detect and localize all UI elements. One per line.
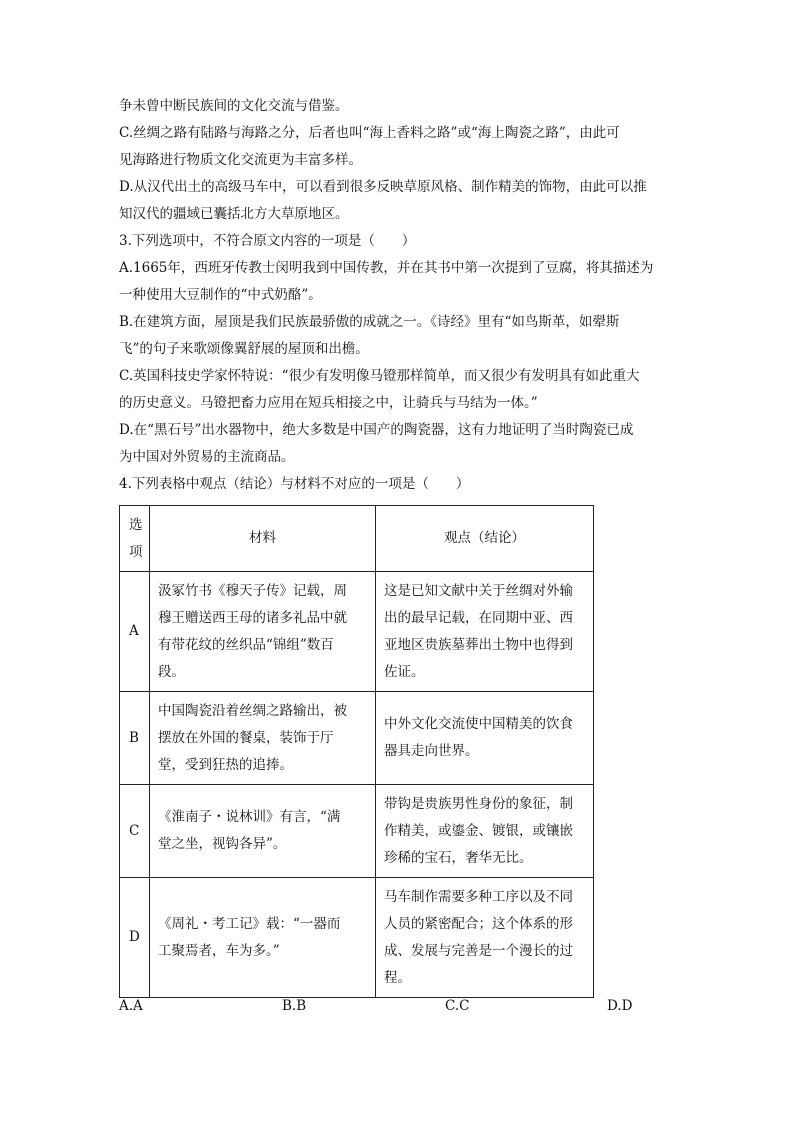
- choice-d[interactable]: D.D: [607, 998, 633, 1014]
- cell-line: 程。: [384, 969, 411, 986]
- cell-line: 段。: [158, 663, 185, 680]
- comparison-table: [119, 505, 594, 998]
- cell-line: 堂之坐，视钩各异”。: [158, 836, 287, 852]
- option-cell: A: [120, 572, 150, 692]
- question-3-stem: 3.下列选项中，不符合原文内容的一项是（ ）: [119, 233, 416, 249]
- cell-line: 《淮南子・说林训》有言，“满: [158, 809, 341, 825]
- cell-line: 中国陶瓷沿着丝绸之路输出，被: [158, 702, 347, 719]
- table-row: [120, 878, 594, 998]
- cell-line: 出的最早记载，在同期中亚、西: [384, 609, 573, 626]
- material-cell: [150, 692, 376, 785]
- header-material-cell: 材料: [150, 506, 376, 572]
- cell-line: 《周礼・考工记》载：“一器而: [158, 915, 341, 932]
- text-line: D.从汉代出土的高级马车中，可以看到很多反映草原风格、制作精美的饰物，由此可以推: [119, 179, 647, 195]
- cell-line: 工聚焉者，车为多。”: [158, 942, 280, 959]
- choice-c[interactable]: C.C: [445, 998, 470, 1014]
- view-cell: [376, 785, 594, 878]
- material-cell: [150, 785, 376, 878]
- header-option-line: 项: [129, 543, 143, 560]
- material-cell: [150, 878, 376, 998]
- cell-line: 作精美，或鎏金、镀银，或镶嵌: [384, 822, 573, 839]
- text-line: B.在建筑方面，屋顶是我们民族最骄傲的成就之一。《诗经》里有“如鸟斯革，如翚斯: [119, 314, 620, 330]
- cell-line: 器具走向世界。: [384, 743, 479, 759]
- header-view-cell: 观点（结论）: [376, 506, 594, 572]
- table-header-row: [120, 506, 594, 572]
- option-cell: D: [120, 878, 150, 998]
- table-row: [120, 692, 594, 785]
- cell-line: 人员的紧密配合；这个体系的形: [384, 915, 573, 932]
- text-line: 见海路进行物质文化交流更为丰富多样。: [119, 152, 362, 168]
- cell-line: 珍稀的宝石，奢华无比。: [384, 849, 533, 866]
- cell-line: 汲冢竹书《穆天子传》记载，周: [158, 582, 347, 599]
- cell-line: 堂，受到狂热的追捧。: [158, 756, 293, 773]
- text-line: C.丝绸之路有陆路与海路之分，后者也叫“海上香料之路”或“海上陶瓷之路”，由此可: [119, 125, 620, 141]
- text-line: 知汉代的疆域已囊括北方大草原地区。: [119, 206, 349, 222]
- view-cell: [376, 692, 594, 785]
- cell-line: 中外文化交流使中国精美的饮食: [384, 716, 573, 732]
- text-line: 争未曾中断民族间的文化交流与借鉴。: [119, 98, 349, 114]
- table-row: [120, 785, 594, 878]
- header-option-cell: [120, 506, 150, 572]
- cell-line: 这是已知文献中关于丝绸对外输: [384, 582, 573, 599]
- cell-line: 穆王赠送西王母的诸多礼品中就: [158, 609, 347, 626]
- text-line: A.1665年，西班牙传教士闵明我到中国传教，并在其书中第一次提到了豆腐，将其描述为: [119, 260, 654, 276]
- option-cell: B: [120, 692, 150, 785]
- cell-line: 有带花纹的丝织品“锦组”数百: [158, 636, 334, 653]
- text-line: 为中国对外贸易的主流商品。: [119, 449, 295, 465]
- view-cell: [376, 878, 594, 998]
- cell-line: 马车制作需要多种工序以及不同: [384, 888, 573, 905]
- table-row: [120, 572, 594, 692]
- cell-line: 带钩是贵族男性身份的象征，制: [384, 795, 573, 812]
- text-line: 的历史意义。马镫把畜力应用在短兵相接之中，让骑兵与马结为一体。”: [119, 395, 538, 411]
- choice-a[interactable]: A.A: [119, 998, 143, 1014]
- text-line: D.在“黑石号”出水器物中，绝大多数是中国产的陶瓷器，这有力地证明了当时陶瓷已成: [119, 422, 634, 438]
- cell-line: 摆放在外国的餐桌，装饰于厅: [158, 729, 334, 746]
- material-cell: [150, 572, 376, 692]
- header-option-line: 选: [129, 516, 143, 533]
- text-line: 一种使用大豆制作的“中式奶酪”。: [119, 287, 322, 303]
- choice-b[interactable]: B.B: [282, 998, 307, 1014]
- text-line: C.英国科技史学家怀特说：“很少有发明像马镫那样简单，而又很少有发明具有如此重大: [119, 368, 640, 384]
- option-cell: C: [120, 785, 150, 878]
- question-4-stem: 4.下列表格中观点（结论）与材料不对应的一项是（ ）: [119, 476, 470, 492]
- text-line: 飞”的句子来歌颂像翼舒展的屋顶和出檐。: [119, 341, 369, 357]
- cell-line: 亚地区贵族墓葬出土物中也得到: [384, 636, 573, 653]
- cell-line: 成、发展与完善是一个漫长的过: [384, 942, 573, 959]
- cell-line: 佐证。: [384, 663, 425, 680]
- view-cell: [376, 572, 594, 692]
